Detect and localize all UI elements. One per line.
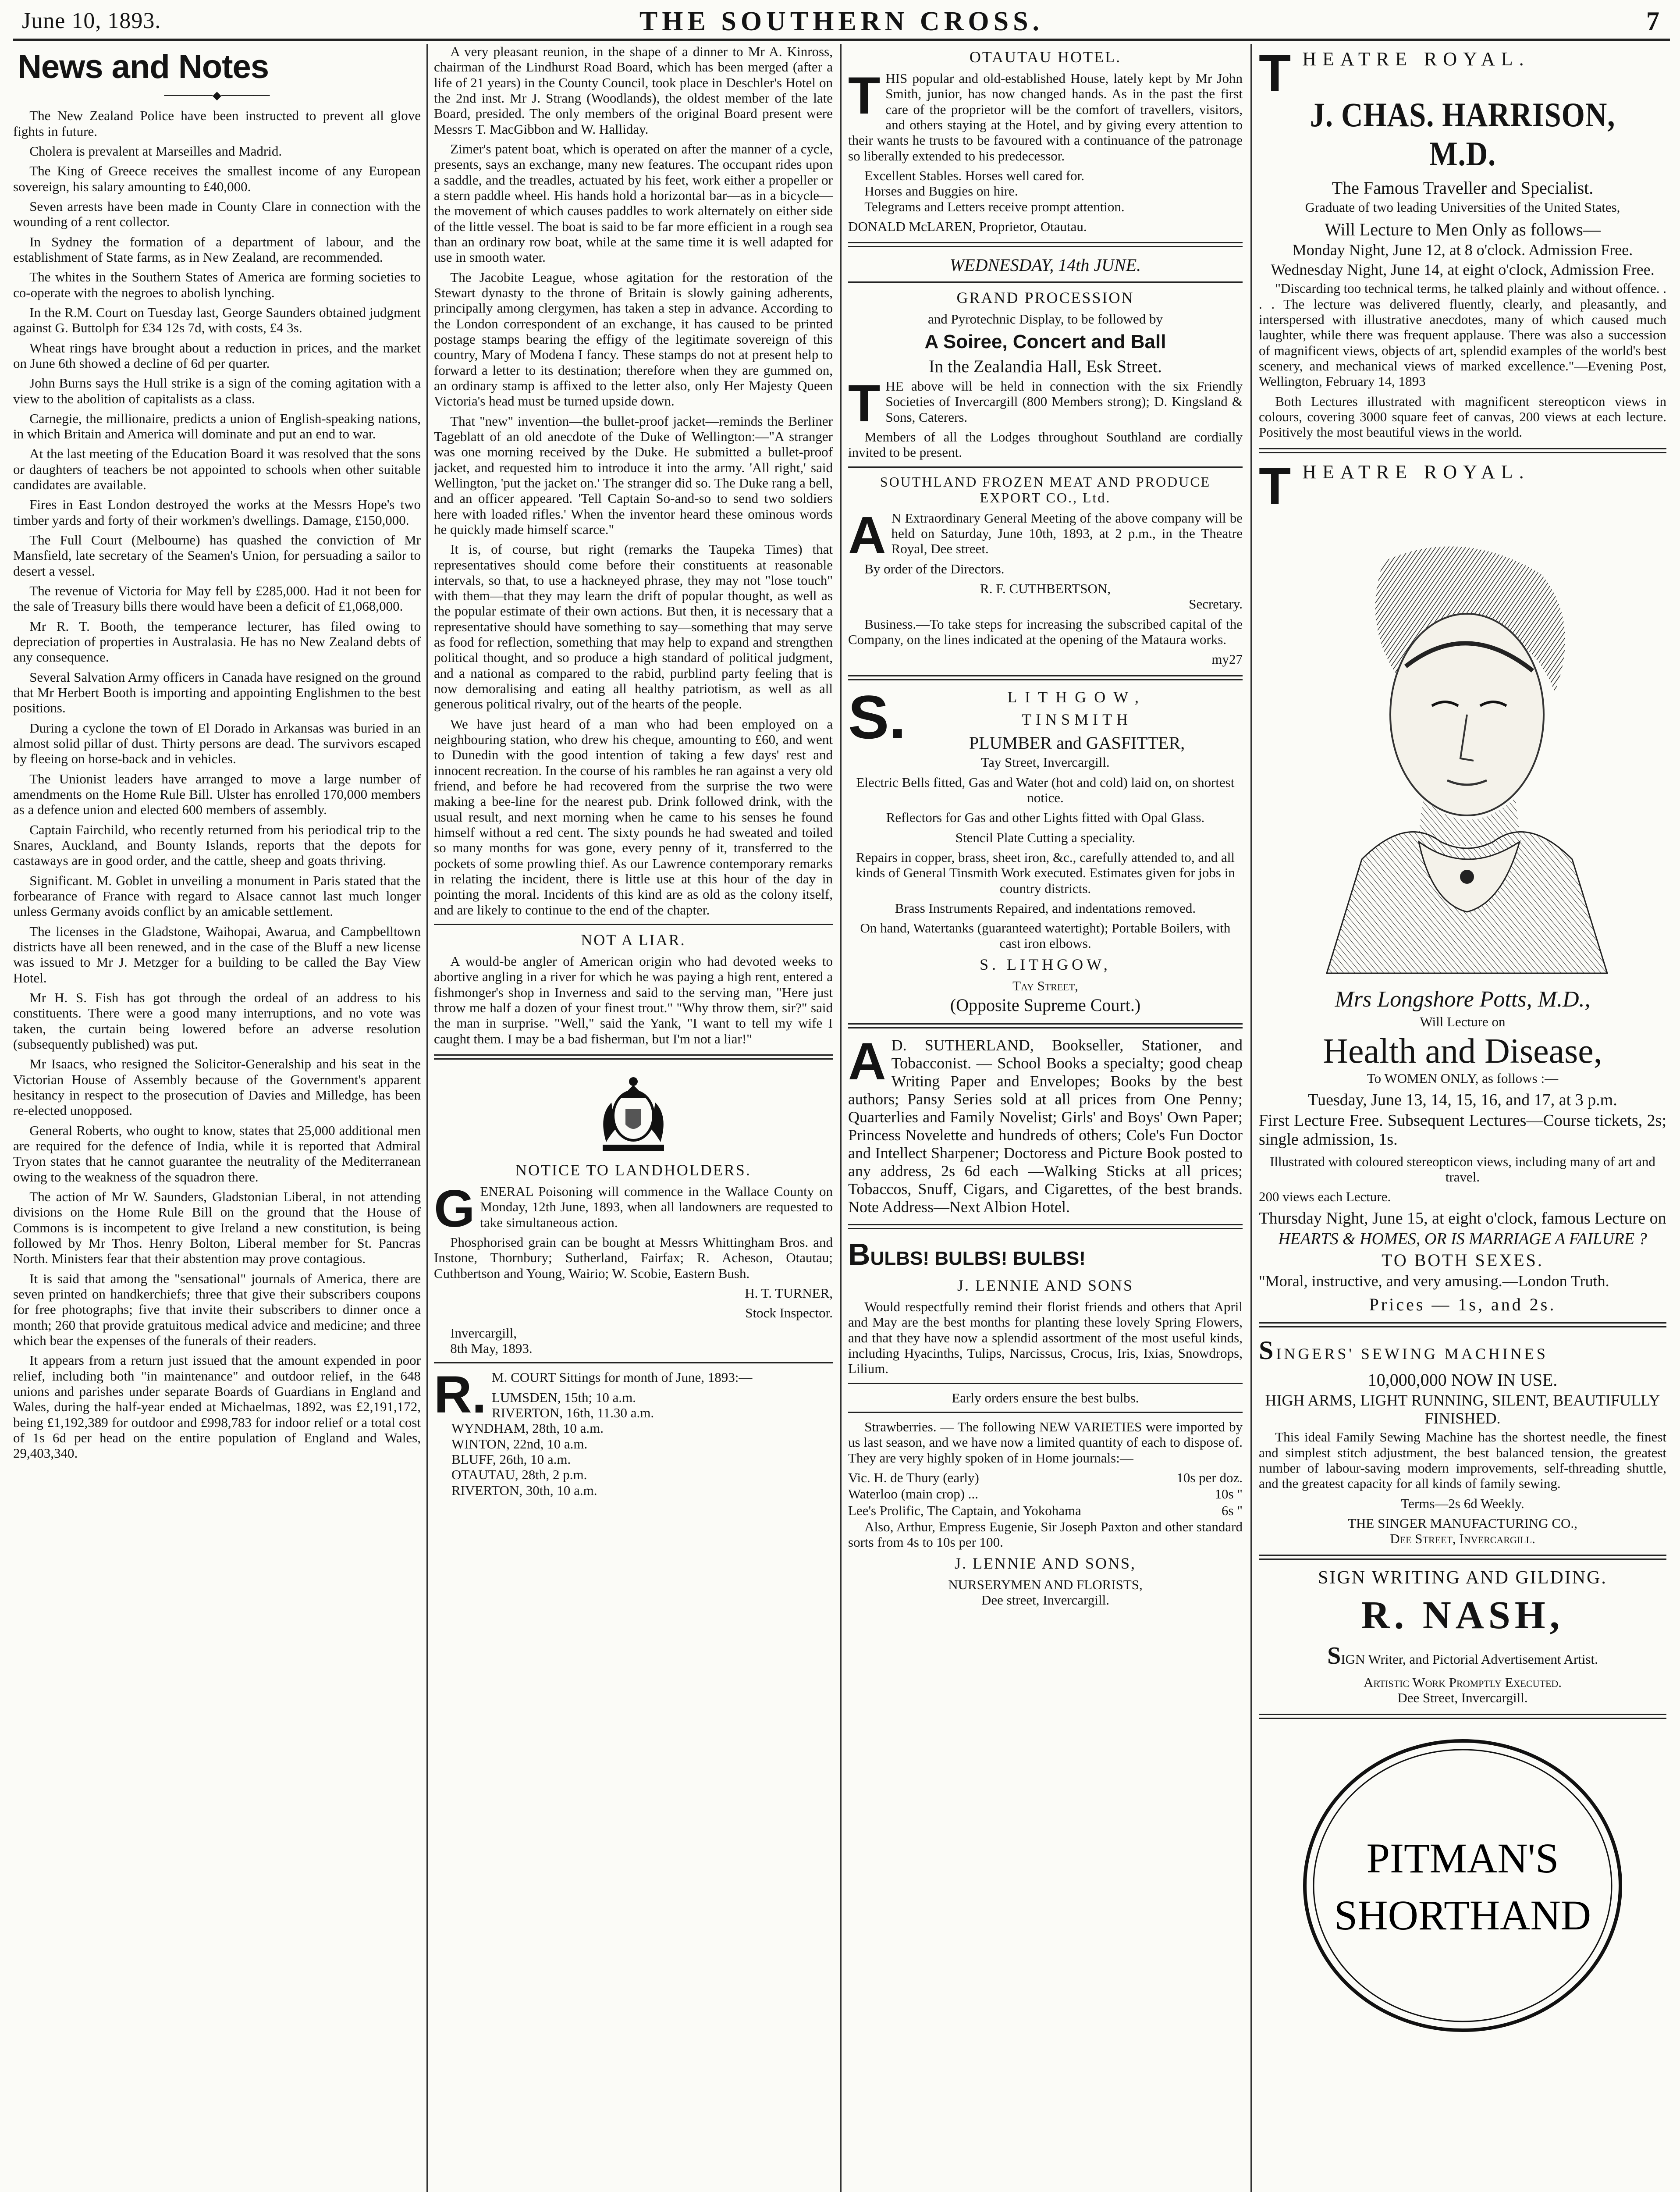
article-paragraph: It is, of course, but right (remarks the Taupeka Times) that representatives should come before their constituents at reasonable intervals, so that, to use a hackneyed phrase, they may not "lose touch" with them—that they may learn the drift of popular thought, as well as the popular estimate of their own actions. But then, it is necessary that a representative should have something to say—something that may serve as food for reflection, something that may help to expand and strengthen political thought, and so produce a high standard of political judgment, and a national as compared to the rabid, purblind party feeling that is now demoralising and eating all healthy patriotism, as well as all generous political rivalry, out of the hearts of the people. [434, 541, 833, 712]
portrait-engraving [1274, 509, 1651, 982]
harrison-name: J. CHAS. HARRISON, M.D. [1310, 96, 1616, 173]
article-paragraph: A very pleasant reunion, in the shape of a dinner to Mr A. Kinross, chairman of the Lindhurst Road Board, which has been merged (after a life of 21 years) in the County Council, took place in Deschler's Hotel on the 2nd inst. Mr J. Strang (Woodlands), the oldest member of the late Board, presided. The only members of the original Board present were Messrs T. MacGibbon and W. Halliday. [434, 44, 833, 137]
news-item: The King of Greece receives the smallest income of any European sovereign, his salary amounting to £40,000. [13, 163, 421, 194]
procession-heading: GRAND PROCESSION [956, 288, 1134, 306]
bulbs-early: Early orders ensure the best bulbs. [952, 1390, 1139, 1406]
news-item: The Unionist leaders have arranged to move a large number of amendments on the Home Rule Bill. Ulster has enrolled 170,000 members as a defence union and elected 600 members of assembly. [13, 771, 421, 818]
potts-prices: Prices — 1s, and 2s. [1369, 1294, 1556, 1314]
singer-address: Dee Street, Invercargill. [1390, 1531, 1535, 1547]
nash-line: SIGN Writer, and Pictorial Advertisement Artist. [1327, 1642, 1598, 1670]
harrison-sub: Graduate of two leading Universities of the United States, [1305, 199, 1620, 215]
hotel-notice: THIS popular and old-established House, lately kept by Mr John Smith, junior, has now changed hands. As in the past the first care of the proprietor will be the comfort of travellers, visitors, and others staying at the Hotel, and by giving every attention to their wants he trusts to be favoured with a continuance of the patronage so liberally extended to his predecessor. [848, 66, 1243, 164]
hotel-proprietor: DONALD McLAREN, Proprietor, Otautau. [848, 218, 1087, 234]
liar-heading: NOT A LIAR. [581, 931, 686, 949]
news-item: In the R.M. Court on Tuesday last, George Saunders obtained judgment against G. Buttolph for £34 12s 7d, with costs, £4 3s. [13, 304, 421, 336]
divider [848, 466, 1243, 468]
potts-lecture: Will Lecture on [1420, 1014, 1506, 1029]
lithgow-name: LITHGOW, [1007, 688, 1147, 706]
column-three [848, 44, 1243, 2192]
pitman-shorthand-badge [1296, 1732, 1629, 2039]
news-item: John Burns says the Hull strike is a sign of the coming agitation with a view to the abolition of capitalists as a class. [13, 375, 421, 406]
page-number: 7 [1646, 7, 1659, 36]
frozen-signer: R. F. CUTHBERTSON, [980, 580, 1111, 596]
lithgow-address-3: (Opposite Supreme Court.) [950, 995, 1141, 1015]
news-item: Mr H. S. Fish has got through the ordeal of an address to his constituents. There were a good many interruptions, and no vote was taken, the curtain being lowered before an adverse resolution (subsequently published) was put. [13, 989, 421, 1052]
varieties-table [848, 1470, 1243, 1519]
masthead [13, 0, 1670, 41]
news-item: It is said that among the "sensational" journals of America, there are seven printed on handkerchiefs; three that give their subscribers coupons for free photographs; five that invite their subscribers to dinner once a month; 260 that provide gratuitous medical advice and medicine; and three which bear the expenses of the funerals of their readers. [13, 1270, 421, 1348]
news-item: The licenses in the Gladstone, Waihopai, Awarua, and Campbelltown districts have all been renewed, and in the case of the Bluff a new license was issued to Mr J. Metzger for a building to be called the Bay View Hotel. [13, 923, 421, 986]
soiree-title: A Soiree, Concert and Ball [924, 331, 1166, 353]
singer-arms: HIGH ARMS, LIGHT RUNNING, SILENT, BEAUTIFULLY FINISHED. [1265, 1391, 1660, 1427]
frozen-ref: my27 [1211, 651, 1243, 667]
royal-crest-icon [585, 1068, 682, 1155]
sutherland-ad: A D. SUTHERLAND, Bookseller, Stationer, and Tobacconist. — School Books a specialty; good cheap Writing Paper and Envelopes; Books by the best authors; Pansy Series sold at all prices from One Penny; Quarterlies and Family Novelist; Girls' and Boys' Own Paper; Princess Novelette and hundreds of others; Cole's Fun Doctor and Intellect Sharpener; Doctoress and Picture Book posted to any address, 2s 6d each —Walking Sticks at all prices; Tobaccos, Snuff, Cigars, and Cigarettes, of the best brands. Note Address—Next Albion Hotel. [848, 1032, 1243, 1216]
column-rule [426, 44, 428, 2192]
potts-moral: "Moral, instructive, and very amusing.—London Truth. [1259, 1272, 1609, 1290]
frozen-order: By order of the Directors. [864, 561, 1005, 576]
pyro-line: and Pyrotechnic Display, to be followed by [927, 311, 1163, 327]
double-divider [848, 242, 1243, 247]
double-divider [848, 1023, 1243, 1028]
lithgow-ad [848, 682, 1243, 1015]
hotel-line: Horses and Buggies on hire. [864, 183, 1018, 199]
double-divider [1259, 1555, 1666, 1560]
potts-views: 200 views each Lecture. [1259, 1189, 1391, 1205]
news-heading: News and Notes [18, 48, 269, 85]
nash-name: R. NASH, [1361, 1593, 1564, 1637]
lithgow-address: Tay Street, Invercargill. [981, 754, 1110, 770]
landholders-notice: GENERAL Poisoning will commence in the Wallace County on Monday, 12th June, 1893, when all landowners are requested to take simultaneous action. [434, 1179, 833, 1238]
pitman-line-1: PITMAN'S [1366, 1834, 1559, 1882]
article-paragraph: That "new" invention—the bullet-proof jacket—reminds the Berliner Tageblatt of an old anecdote of the Duke of Wellington:—"A stranger was one morning received by the Duke. He submitted a bullet-proof jacket, and requested him to introduce it into the army. 'All right,' said Wellington, 'put the jacket on.' The stranger did so. The Duke rang a bell, and an officer appeared. 'Tell Captain So-and-so to send two soldiers here with loaded rifles.' When the inventor heard these ominous words he quickly made himself scarce." [434, 413, 833, 537]
drop-cap: G [434, 1179, 475, 1238]
drop-cap: T [1259, 44, 1297, 103]
table-row: Waterloo (main crop) ... 10s " [848, 1486, 1243, 1502]
frozen-business: Business.—To take steps for increasing the subscribed capital of the Company, on the lines indicated at the opening of the Mataura works. [848, 616, 1243, 647]
news-item: Fires in East London destroyed the works at the Messrs Hope's two timber yards and forty of their workmen's dwellings. Damage, £150,000. [13, 497, 421, 528]
singer-co: THE SINGER MANUFACTURING CO., [1348, 1516, 1577, 1531]
harrison-both: Both Lectures illustrated with magnificent stereopticon views in colours, covering 3000 square feet of canvas, 200 views at each lecture. Positively the most beautiful views in the world. [1259, 393, 1666, 440]
news-item: The revenue of Victoria for May fell by £285,000. Had it not been for the sale of Treasury bills there would have been a deficit of £1,068,000. [13, 583, 421, 614]
harrison-monday: Monday Night, June 12, at 8 o'clock. Admission Free. [1292, 241, 1633, 259]
court-sitting: RIVERTON, 16th, 11.30 a.m. [492, 1405, 654, 1421]
newspaper-title: THE SOUTHERN CROSS. [639, 7, 1044, 36]
divider [848, 1383, 1243, 1384]
frozen-meat-notice: A N Extraordinary General Meeting of the above company will be held on Saturday, June 10th, 1893, at 2 p.m., in the Theatre Royal, Dee street. [848, 505, 1243, 565]
article-paragraph: Zimer's patent boat, which is operated on after the manner of a cycle, presents, says an exchange, many new features. The occupant rides upon a saddle, and the treadles, actuated by his feet, work either a propeller or a stern paddle wheel. His hands hold a horizontal bar—as in a bicycle—the movement of which causes paddles to work alternately on either side of the little vessel. The boat is said to be far more efficient in a rough sea than an ordinary row boat, while at the same time it is well adapted for use in smooth water. [434, 141, 833, 265]
theatre-royal-heading: THEATRE ROYAL. [1259, 44, 1530, 103]
column-two [434, 44, 833, 2192]
drop-cap: B [848, 1237, 870, 1272]
lithgow-item: Repairs in copper, brass, sheet iron, &c., carefully attended to, and all kinds of General Tinsmith Work executed. Estimates given for jobs in country districts. [856, 849, 1235, 896]
potts-thursday: Thursday Night, June 15, at eight o'clock, famous Lecture on [1259, 1209, 1666, 1228]
signer-name: H. T. TURNER, [745, 1285, 833, 1301]
singer-body: This ideal Family Sewing Machine has the shortest needle, the finest and simplest stitch adjustment, the best balanced tension, the greatest number of labour-saving modern improvements, self-threading shuttle, and the greatest capacity for all kinds of family sewing. [1259, 1429, 1666, 1491]
court-intro: R. M. COURT Sittings for month of June, 1893:— [434, 1365, 753, 1424]
singer-count: 10,000,000 NOW IN USE. [1367, 1370, 1558, 1390]
news-item: The whites in the Southern States of America are forming societies to co-operate with the negroes to abolish lynching. [13, 269, 421, 300]
double-divider [1259, 448, 1666, 453]
news-item: The Full Court (Melbourne) has quashed the conviction of Mr Mansfield, late secretary of the Seamen's Union, for persuading a sailor to desert a vessel. [13, 532, 421, 579]
drop-cap: S [1259, 1336, 1276, 1365]
nash-artistic: Artistic Work Promptly Executed. [1363, 1675, 1562, 1690]
strawberries-body: Strawberries. — The following NEW VARIETIES were imported by us last season, and we have now a limited quantity of each to dispose of. They are very highly spoken of in Home journals:— [848, 1419, 1243, 1466]
news-item: The action of Mr W. Saunders, Gladstonian Liberal, in not attending divisions on the Home Rule Bill on the ground that the House of Commons is is incompetent to give Ireland a new constitution, is being followed by Mr Thos. Henry Bolton, Liberal member for St. Pancras North. Ministers fear that their abstention may prove contagious. [13, 1189, 421, 1267]
issue-date: June 10, 1893. [22, 8, 161, 33]
lithgow-item: Stencil Plate Cutting a speciality. [955, 829, 1136, 845]
double-divider [434, 1054, 833, 1060]
lithgow-item: Reflectors for Gas and other Lights fitted with Opal Glass. [886, 810, 1205, 826]
news-item: Mr Isaacs, who resigned the Solicitor-Generalship and his seat in the Victorian House of Assembly because of the Government's apparent hesitancy in respect to the prosecution of Davies and Milledge, has been re-elected unopposed. [13, 1056, 421, 1118]
potts-first: First Lecture Free. Subsequent Lectures—Course tickets, 2s; single admission, 1s. [1259, 1111, 1666, 1149]
lithgow-name-2: S. LITHGOW, [980, 955, 1111, 973]
potts-hearts: HEARTS & HOMES, OR IS MARRIAGE A FAILURE ? [1278, 1229, 1647, 1248]
notice-date: 8th May, 1893. [450, 1341, 533, 1356]
liar-story: A would-be angler of American origin who had devoted weeks to abortive angling in a river for which he was paying a high rent, entered a fishmonger's shop in Inverness and said to the serving man, "Here just throw me half a dozen of your finest trout." "Why throw them, sir?" said the man in surprise. "Well," said the Yank, "I want to tell my wife I caught them. I may be a bad fisherman, but I'm not a liar!" [434, 954, 833, 1046]
news-column [13, 44, 421, 2192]
drop-cap: S [1327, 1642, 1341, 1670]
article-paragraph: We have just heard of a man who had been employed on a neighbouring station, who drew his cheque, amounting to £60, and went to Dunedin with the good intention of taking a few days' rest and innocent recreation. In the course of his rambles he ran against a very old friend, and before he had recovered from the surprise the two were making a bee-line for the nearest pub. Drink followed drink, with the usual result, and next morning when he came to his senses he found himself without a red cent. The sixty pounds he had sweated and toiled so many months for was gone, every penny of it, transferred to the pockets of some prowling thief. As our Lawrence contemporary remarks in relating the incident, there is little use at this hour of the day in pointing the moral. Incidents of this kind are as old as the colony itself, and are likely to continue to the end of the chapter. [434, 716, 833, 918]
court-sitting: BLUFF, 26th, 10 a.m. [451, 1452, 571, 1467]
soiree-notice: THE above will be held in connection with the six Friendly Societies of Invercargill (800 Members strong); D. Kingsland & Sons, Caterers. [848, 374, 1243, 433]
singer-heading: SINGERS' SEWING MACHINES [1259, 1336, 1548, 1365]
bulbs-heading: BULBS! BULBS! BULBS! [848, 1237, 1086, 1272]
column-rule [1250, 44, 1252, 2192]
singer-terms: Terms—2s 6d Weekly. [1401, 1495, 1524, 1511]
hotel-heading: OTAUTAU HOTEL. [969, 48, 1122, 66]
frozen-signer-title: Secretary. [1189, 596, 1243, 612]
notice-place: Invercargill, [450, 1325, 517, 1341]
news-list [13, 108, 421, 1461]
news-item: In Sydney the formation of a department of labour, and the establishment of State farms, as in New Zealand, are recommended. [13, 234, 421, 265]
harrison-wednesday: Wednesday Night, June 14, at eight o'clock, Admission Free. [1271, 261, 1655, 279]
double-divider [1259, 1322, 1666, 1327]
landholders-heading: NOTICE TO LANDHOLDERS. [515, 1161, 751, 1179]
potts-sexes: TO BOTH SEXES. [1382, 1250, 1544, 1270]
lithgow-trade: TINSMITH [1022, 710, 1133, 728]
news-item: General Roberts, who ought to know, states that 25,000 additional men are required for the defence of India, while it is reported that Admiral Tryon states that he cannot guarantee the neutrality of the Mediterranean owing to the weakness of the squadron there. [13, 1122, 421, 1185]
court-sitting: OTAUTAU, 28th, 2 p.m. [451, 1467, 587, 1483]
hotel-line: Excellent Stables. Horses well cared for. [864, 168, 1085, 183]
drop-cap: T [1259, 456, 1297, 516]
news-item: Carnegie, the millionaire, predicts a union of English-speaking nations, in which Britain and America will dominate and put an end to war. [13, 410, 421, 442]
theatre-royal-heading-2: THEATRE ROYAL. [1259, 456, 1530, 516]
soiree-place: In the Zealandia Hall, Esk Street. [928, 356, 1162, 377]
double-divider [848, 1224, 1243, 1229]
news-item: The New Zealand Police have been instructed to prevent all glove fights in future. [13, 108, 421, 139]
bulbs-address: Dee street, Invercargill. [981, 1592, 1110, 1608]
divider [434, 924, 833, 925]
lithgow-item: On hand, Watertanks (guaranteed watertight); Portable Boilers, with cast iron elbows. [860, 920, 1231, 951]
signer-title: Stock Inspector. [745, 1305, 833, 1321]
bulbs-firm-trade: NURSERYMEN AND FLORISTS, [948, 1576, 1143, 1592]
potts-name: Mrs Longshore Potts, M.D., [1335, 986, 1591, 1012]
drop-cap: T [848, 66, 881, 125]
news-item: Seven arrests have been made in County Clare in connection with the wounding of a rent collector. [13, 198, 421, 230]
double-divider [1259, 1714, 1666, 1719]
pitman-line-2: SHORTHAND [1334, 1891, 1591, 1939]
double-divider [848, 675, 1243, 680]
lithgow-address-2: Tay Street, [1012, 978, 1078, 993]
potts-topic: Health and Disease, [1323, 1032, 1602, 1071]
news-item: Wheat rings have brought about a reduction in prices, and the market on June 6th showed a decline of 6d per quarter. [13, 340, 421, 371]
court-sitting: WYNDHAM, 28th, 10 a.m. [451, 1420, 604, 1436]
bulbs-firm: J. LENNIE AND SONS [957, 1276, 1133, 1294]
divider [848, 1412, 1243, 1413]
drop-cap: S. [848, 682, 906, 751]
news-item: At the last meeting of the Education Board it was resolved that the sons or daughters of teachers be not appointed to schools when other suitable candidates are available. [13, 446, 421, 493]
column-four [1259, 44, 1666, 2192]
news-item: It appears from a return just issued that the amount expended in poor relief, including both "in maintenance" and outdoor relief, in the 648 unions and parishes under separate Boards of Guardians in England and Wales, during the half-year ended at Michaelmas, 1892, was £2,191,172, being £1,192,389 for outdoor and £998,783 for indoor relief or a total cost of 1s 6d per head on the entire population of England and Wales, 29,403,340. [13, 1352, 421, 1461]
landholders-notice-2: Phosphorised grain can be bought at Messrs Whittingham Bros. and Instone, Thornbury; Sutherland, Fairfax; R. Acheson, Otautau; Cuthbertson and Young, Wairio; W. Scobie, Eastern Bush. [434, 1235, 833, 1281]
lithgow-item: Brass Instruments Repaired, and indentations removed. [895, 900, 1196, 916]
news-item: Mr R. T. Booth, the temperance lecturer, has filed owing to depreciation of properties in Australasia. He has no New Zealand debts of any consequence. [13, 618, 421, 665]
bulbs-firm-2: J. LENNIE AND SONS, [954, 1554, 1136, 1572]
bulbs-body: Would respectfully remind their florist friends and others that April and May are the best months for planting these lovely Spring Flowers, and that they have now a splendid assortment of the most useful kinds, including Hyacinths, Tulips, Narcissus, Crocus, Iris, Ixias, Snowdrops, Lilium. [848, 1299, 1243, 1377]
bulbs-also: Also, Arthur, Empress Eugenie, Sir Joseph Paxton and other standard sorts from 4s to 10s per 100. [848, 1519, 1243, 1550]
news-item: During a cyclone the town of El Dorado in Arkansas was buried in an almost solid pillar of dust. Thirty persons are dead. The survivors escaped by fleeing on horse-back and in vehicles. [13, 720, 421, 767]
harrison-quote: "Discarding too technical terms, he talked plainly and without offence. . . . The lecture was delivered fluently, clearly, and pleasantly, and interspersed with illustrative anecdotes, many of which caused much laughter, while there was frequent applause. There was also a succession of magnificent views, objects of art, splendid examples of the world's best scenery, and mechanical views of marked excellence."—Evening Post, Wellington, February 14, 1893 [1259, 281, 1666, 389]
soiree-notice-2: Members of all the Lodges throughout Southland are cordially invited to be present. [848, 429, 1243, 460]
nash-heading: SIGN WRITING AND GILDING. [1318, 1567, 1607, 1588]
table-row: Vic. H. de Thury (early) 10s per doz. [848, 1470, 1243, 1485]
lithgow-item: Electric Bells fitted, Gas and Water (hot and cold) laid on, on shortest notice. [856, 774, 1235, 805]
harrison-sub: The Famous Traveller and Specialist. [1332, 178, 1594, 198]
hotel-line: Telegrams and Letters receive prompt attention. [864, 199, 1125, 214]
news-item: Several Salvation Army officers in Canada have resigned on the ground that Mr Herbert Booth is importing and appointing Englishmen to the best positions. [13, 669, 421, 716]
frozen-meat-heading: SOUTHLAND FROZEN MEAT AND PRODUCE EXPORT CO., Ltd. [880, 473, 1211, 506]
drop-cap: T [848, 374, 881, 433]
ornament-divider: ──────◆────── [164, 89, 270, 102]
column-rule [840, 44, 842, 2192]
news-item: Captain Fairchild, who recently returned from his periodical trip to the Snares, Auckland, and Bounty Islands, reports that the depots for castaways are in good order, and the cattle, sheep and goats thriving. [13, 822, 421, 868]
drop-cap: A [848, 1032, 886, 1091]
lithgow-trade-2: PLUMBER and GASFITTER, [969, 733, 1185, 753]
potts-dates: Tuesday, June 13, 14, 15, 16, and 17, at 3 p.m. [1308, 1090, 1617, 1109]
soiree-date: WEDNESDAY, 14th JUNE. [949, 255, 1141, 275]
court-sitting: RIVERTON, 30th, 10 a.m. [451, 1482, 597, 1498]
drop-cap: R. [434, 1365, 487, 1424]
court-sittings-list [434, 1390, 833, 1498]
harrison-sub: Will Lecture to Men Only as follows— [1325, 219, 1601, 239]
drop-cap: A [848, 505, 886, 565]
divider [434, 1362, 833, 1363]
news-item: Significant. M. Goblet in unveiling a monument in Paris stated that the forbearance of France with regard to Alsace cannot last much longer unless Germany avoids conflict by an amicable settlement. [13, 872, 421, 919]
potts-women: To WOMEN ONLY, as follows :— [1367, 1071, 1559, 1086]
article-paragraph: The Jacobite League, whose agitation for the restoration of the Stewart dynasty to the throne of Britain is slowly gaining adherents, principally among clergymen, has taken a step in advance. According to the London correspondent of an exchange, it has caused to be printed postage stamps bearing the effigy of the legitimate sovereign of this country, Mary of Modena I fancy. These stamps do not at present help to forward a letter to its destination; therefore when they are gummed on, an ordinary stamp is affixed to the letter also, only Her Majesty Queen Victoria's head must be turned upside down. [434, 269, 833, 409]
nash-address: Dee Street, Invercargill. [1397, 1690, 1528, 1706]
divider [848, 281, 1243, 283]
table-row: Lee's Prolific, The Captain, and Yokohama 6s " [848, 1502, 1243, 1518]
potts-illus: Illustrated with coloured stereopticon views, including many of art and travel. [1270, 1153, 1655, 1185]
news-item: Cholera is prevalent at Marseilles and Madrid. [29, 143, 282, 159]
court-sitting: WINTON, 22nd, 10 a.m. [451, 1436, 588, 1452]
court-sitting: LUMSDEN, 15th; 10 a.m. [492, 1389, 636, 1405]
